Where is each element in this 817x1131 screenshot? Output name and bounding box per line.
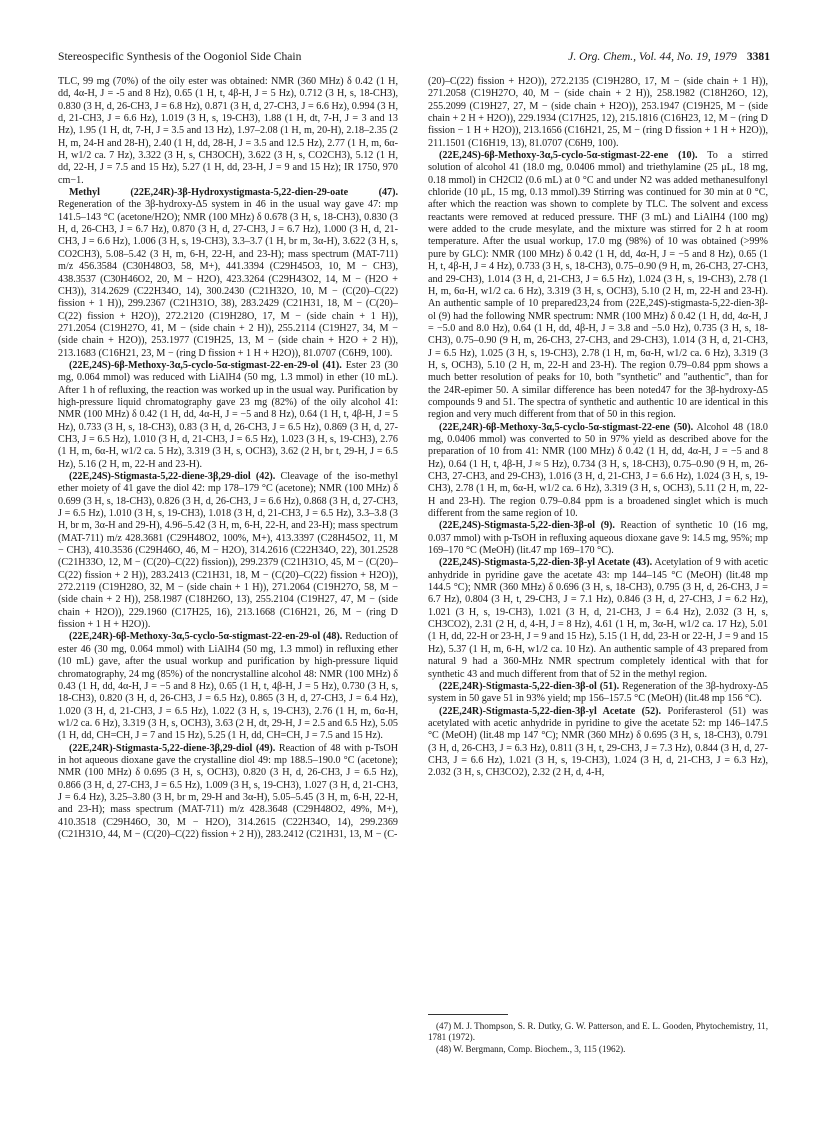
paragraph-text: TLC, 99 mg (70%) of the oily ester was obtained: NMR (360 MHz) δ 0.42 (1 H, dd, 4α-H, J = -5 and 8 Hz), 0.65 (1 H, t, 4β-H, J = 5 Hz), 0.712 (3 H, s, 18-CH3), 0.830 (3 H, d, 26-CH3, J = 6.8 Hz), 0.871 (3 H, d, 27-CH3, J = 6.6 Hz), 0.994 (3 H, d, 21-CH3, J = 6.6 Hz), 1.019 (3 H, s, 19-CH3), 1.88 (1 H, dt, 7-H, J = 3 and 13 Hz), 1.95 (1 H, dt, 7-H, J = 3.5 and 13 Hz), 1.97–2.08 (1 H, m, 20-H), 2.18–2.35 (2 H, m, 24-H and 28-H), 2.40 (1 H, dd, 28-H, J = 3.5 and 12.5 Hz), 2.77 (1 H, m, 6α-H, w1/2 ca. 7 Hz), 3.322 (3 H, s, CH3OCH), 3.622 (3 H, s, CO2CH3), 5.12 (1 H, dd, 22-H, J = 7.5 and 15 Hz), 5.27 (1 H, dd, 23-H, J = 9 and 15 Hz); IR 1750, 970 cm−1.	[58, 76, 398, 186]
paragraph-text: Ester 23 (30 mg, 0.064 mmol) was reduced with LiAlH4 (50 mg, 1.3 mmol) in ether (10 mL). After 1 h of refluxing, the reaction was worked up in the usual way. Purification by high-pressure liquid chromatography gave 23 mg (82%) of the oily alcohol 41: NMR (100 MHz) δ 0.42 (1 H, dd, 4α-H, J = −5 and 8 Hz), 0.64 (1 H, t, 4β-H, J = 5 Hz), 0.733 (3 H, s, 18-CH3), 0.83 (3 H, d, 26-CH3, J = 6.5 Hz), 0.869 (3 H, d, 27-CH3, J = 6.5 Hz), 1.010 (3 H, d, 21-CH3, J = 6.5 Hz), 1.023 (3 H, s, 19-CH3), 2.76 (1 H, m, 6α-H, w1/2 ca. 5 Hz), 3.319 (3 H, s, OCH3), 3.62 (2 H, br t, 29-H, J = 6.5 Hz), 5.16 (2 H, m, 22-H and 23-H).	[58, 359, 398, 470]
paragraph	[58, 187, 398, 360]
footnote-divider	[428, 1014, 508, 1015]
journal-citation	[568, 50, 770, 63]
journal-name: J. Org. Chem., Vol. 44, No. 19, 1979	[568, 50, 737, 63]
paragraph-title: (22E,24S)-Stigmasta-5,22-dien-3β-ol (9).	[439, 520, 615, 532]
paragraph-title: (22E,24S)-Stigmasta-5,22-diene-3β,29-diol (42).	[69, 471, 276, 482]
paragraph-text: Reaction of 48 with p-TsOH in hot aqueous dioxane gave the crystalline diol 49: mp 188.5–190.0 °C (acetone); NMR (100 MHz) δ 0.695 (3 H, s, OCH3), 0.820 (3 H, d, 26-CH3, J = 6.5 Hz), 0.866 (3 H, d, 27-CH3, J = 6.5 Hz), 1.009 (3 H, s, 19-CH3), 1.027 (3 H, d, 21-CH3, J = 6.4 Hz), 3.25–3.80 (3 H, br m, 29-H and 3α-H), 5.05–5.45 (3 H, m, 6-H, 22-H, and 23-H); mass spectrum (MAT-711) m/z 428.3648 (C29H48O2, 49%, M+), 410.3518 (C29H46O, 30, M − H2O), 314.2615 (C22H34O, 14), 299.2369 (C21H31O, 44, M − (C(20)–C(22) fission + 2 H)), 283.2412 (C21H31, 13, M − (C-	[58, 742, 398, 840]
paragraph-text: Regeneration of the 3β-hydroxy-Δ5 system in 46 in the usual way gave 47: mp 141.5–143 °C (acetone/H2O); NMR (100 MHz) δ 0.678 (3 H, s, 18-CH3), 0.830 (3 H, d, 26-CH3, J = 6.7 Hz), 0.870 (3 H, d, 27-CH3, J = 6.7 Hz), 1.000 (3 H, d, 21-CH3, J = 6.6 Hz), 1.006 (3 H, s, 19-CH3), 3.3–3.7 (1 H, br m, 3α-H), 3.622 (3 H, s, CO2CH3), 5.08–5.42 (3 H, m, 6-H, 22-H, and 23-H); mass spectrum (MAT-711) m/z 456.3584 (C30H48O3, 58, M+), 441.3394 (C29H45O3, 10, M − CH3), 438.3537 (C30H46O2, 20, M − H2O), 423.3264 (C29H43O2, 14, M − (H2O + CH3)), 314.2629 (C22H34O, 14), 300.2430 (C21H32O, 10, M − (C(20)–C(22) fission + 1 H)), 299.2367 (C21H31O, 38), 283.2429 (C21H31, 18, M − (C(20)–C(22) fission + H2O)), 272.2120 (C19H28O, 17, M − (side chain + 1 H)), 271.2054 (C19H27O, 41, M − (side chain + 2 H)), 255.2114 (C19H27, 34, M − (side chain + H2O)), 253.1977 (C19H25, 13, M − (side chain + H2O + 2 H)), 213.1683 (C16H21, 23, M − (ring D fission + 1 H + H2O)), 81.0707 (C6H9, 100).	[58, 199, 398, 359]
paragraph	[428, 557, 768, 680]
paragraph-title: (22E,24R)-Stigmasta-5,22-dien-3β-ol (51).	[439, 680, 620, 692]
paragraph	[428, 422, 768, 521]
paragraph	[58, 743, 398, 842]
paragraph-text: Cleavage of the iso-methyl ether moiety of 41 gave the diol 42: mp 178–179 °C (acetone); NMR (100 MHz) δ 0.699 (3 H, s, 18-CH3), 0.826 (3 H, d, 26-CH3, J = 6.6 Hz), 0.868 (3 H, d, 27-CH3, J = 6.5 Hz), 1.010 (3 H, s, 19-CH3), 1.018 (3 H, d, 21-CH3, J = 6.5 Hz), 3.3–3.8 (3 H, br m, 3α-H and 29-H), 4.96–5.42 (3 H, m, 6-H, 22-H, and 23-H); mass spectrum (MAT-711) m/z 428.3681 (C29H48O2, 100%, M+), 413.3397 (C28H45O2, 11, M − CH3), 410.3536 (C29H46O, 46, M − H2O), 314.2616 (C22H34O, 22), 301.2528 (C21H33O, 12, M − (C(20)–C(22) fission)), 299.2379 (C21H31O, 45, M − (C(20)–C(22) fission + 2 H)), 283.2413 (C21H31, 18, M − (C(20)–C(22) fission + H2O)), 272.2119 (C19H28O, 32, M − (side chain + 1 H)), 271.2064 (C19H27O, 58, M − (side chain + 2 H)), 258.1987 (C18H26O, 13), 255.2104 (C19H27, 47, M − (side chain + H2O)), 229.1960 (C17H25, 16), 213.1668 (C16H21, 26, M − (ring D fission + 1 H + H2O)).	[58, 471, 398, 631]
paragraph-title: (22E,24S)-Stigmasta-5,22-dien-3β-yl Acetate (43).	[439, 557, 653, 569]
paragraph	[428, 681, 768, 706]
paragraph-text: Poriferasterol (51) was acetylated with acetic anhydride in pyridine to give the acetate 52: mp 146–147.5 °C (MeOH) (lit.48 mp 147 °C); NMR (360 MHz) δ 0.695 (3 H, s, 18-CH3), 0.791 (3 H, d, 26-CH3, J = 6.3 Hz), 0.811 (3 H, t, 29-CH3, J = 7.3 Hz), 0.844 (3 H, d, 27-CH3, J = 6.6 Hz), 1.021 (3 H, s, 19-CH3), 1.024 (3 H, d, 21-CH3, J = 6.3 Hz), 2.032 (3 H, s, CH3CO2), 2.32 (2 H, d, 4-H,	[428, 705, 768, 779]
paragraph	[428, 76, 768, 150]
page-number: 3381	[746, 50, 770, 63]
running-header	[58, 50, 770, 68]
paragraph	[58, 360, 398, 471]
paragraph-title: (22E,24R)-Stigmasta-5,22-dien-3β-yl Acetate (52).	[439, 705, 662, 717]
paragraph	[428, 706, 768, 780]
running-title: Stereospecific Synthesis of the Oogoniol Side Chain	[58, 50, 302, 63]
paragraph-text: Reduction of ester 46 (30 mg, 0.064 mmol) with LiAlH4 (50 mg, 1.3 mmol) in refluxing ether (10 mL) gave, after the usual workup and purification by high-pressure liquid chromatography, 24 mg (85%) of the noncrystalline alcohol 48: NMR (100 MHz) δ 0.43 (1 H, dd, 4α-H, J = −5 and 8 Hz), 0.65 (1 H, t, 4β-H, J = 5 Hz), 0.730 (3 H, s, 18-CH3), 0.820 (3 H, d, 26-CH3, J = 6.5 Hz), 0.865 (3 H, d, 27-CH3, J = 6.4 Hz), 1.020 (3 H, d, 21-CH3, J = 6.5 Hz), 1.022 (3 H, s, 19-CH3), 2.76 (1 H, m, 6α-H, w1/2 ca. 6 Hz), 3.319 (3 H, s, OCH3), 3.63 (2 H, dt, 29-H, J = 2.5 and 6.5 Hz), 5.05 (1 H, dd, CH=CH, J = 7 and 15 Hz), 5.25 (1 H, dd, CH=CH, J = 7.5 and 15 Hz).	[58, 631, 398, 742]
footnote: (47) M. J. Thompson, S. R. Dutky, G. W. Patterson, and E. L. Gooden, Phytochemistry, 11, 1781 (1972).	[428, 1021, 768, 1042]
paragraph-text: Alcohol 48 (18.0 mg, 0.0406 mmol) was converted to 50 in 97% yield as described above for the preparation of 10 from 41: NMR (100 MHz) δ 0.42 (1 H, dd, 4α-H, J = −5 and 8 Hz), 0.64 (1 H, t, 4β-H, J ≈ 5 Hz), 0.734 (3 H, s, 18-CH3), 0.75–0.90 (9 H, m, 26-CH3, 27-CH3, and 29-CH3), 1.016 (3 H, d, 21-CH3, J = 6.6 Hz), 1.024 (3 H, s, 19-CH3), 2.78 (1 H, m, 6α-H, w1/2 ca. 6 Hz), 3.319 (3 H, s, OCH3), 5.11 (2 H, m, 22-H and 23-H). The region 0.79–0.84 ppm is a broadened singlet which is much different from the same region of 10.	[428, 421, 768, 520]
paragraph-title: (22E,24S)-6β-Methoxy-3α,5-cyclo-5α-stigmast-22-ene (10).	[439, 150, 698, 162]
footnote: (48) W. Bergmann, Comp. Biochem., 3, 115 (1962).	[436, 1044, 626, 1054]
paragraph	[58, 76, 398, 187]
right-column	[428, 76, 768, 1076]
paragraph-text: (20)–C(22) fission + H2O)), 272.2135 (C19H28O, 17, M − (side chain + 1 H)), 271.2058 (C19H27O, 40, M − (side chain + 2 H)), 258.1982 (C18H26O, 12), 255.2099 (C19H27, 27, M − (side chain + H2O)), 253.1947 (C19H25, M − (side chain + 2 H + H2O)), 229.1934 (C17H25, 12), 215.1816 (C16H23, 12, M − (ring D fission − 1 H + H2O)), 213.1656 (C16H21, 25, M − (ring D fission + 1 H + H2O)), 211.1501 (C16H19, 13), 81.0707 (C6H9, 100).	[428, 76, 768, 149]
paragraph-title: (22E,24R)-Stigmasta-5,22-diene-3β,29-diol (49).	[69, 742, 276, 754]
paragraph	[58, 631, 398, 742]
paragraph	[428, 150, 768, 422]
paragraph-text: Acetylation of 9 with acetic anhydride in pyridine gave the acetate 43: mp 144–145 °C (MeOH) (lit.48 mp 144.5 °C); NMR (360 MHz) δ 0.696 (3 H, s, 18-CH3), 0.795 (3 H, d, 26-CH3, J = 6.7 Hz), 0.804 (3 H, t, 29-CH3, J = 7.1 Hz), 0.846 (3 H, d, 27-CH3, J = 6.2 Hz), 1.021 (3 H, s, 19-CH3), 1.021 (3 H, d, 21-CH3, J = 6.4 Hz), 2.032 (3 H, s, CH3CO2), 2.31 (2 H, d, 4-H, J = 8 Hz), 4.61 (1 H, m, 3α-H, w1/2 ca. 17 Hz), 5.01 (1 H, dd, 22-H or 23-H, J = 9 and 15 Hz), 5.15 (1 H, dd, 23-H or 22-H, J = 9 and 15 Hz), 5.37 (1 H, m, 6-H, w1/2 ca. 10 Hz). An authentic sample of 43 prepared from natural 9 had a 360-MHz NMR spectrum completely identical with that for synthetic 43 and much different from that of 52 in the methyl region.	[428, 557, 768, 680]
paragraph-text: Reaction of synthetic 10 (16 mg, 0.037 mmol) with p-TsOH in refluxing aqueous dioxane gave 9: 14.5 mg, 95%; mp 169–170 °C (MeOH) (lit.47 mp 169–170 °C).	[428, 520, 768, 557]
paragraph-title: (22E,24S)-6β-Methoxy-3α,5-cyclo-5α-stigmast-22-en-29-ol (41).	[69, 359, 342, 371]
paragraph-title: (22E,24R)-6β-Methoxy-3α,5-cyclo-5α-stigmast-22-en-29-ol (48).	[69, 631, 343, 643]
paragraph	[428, 520, 768, 557]
paragraph	[58, 471, 398, 631]
paragraph-text: Regeneration of the 3β-hydroxy-Δ5 system in 50 gave 51 in 93% yield; mp 156–157.5 °C (MeOH) (lit.48 mp 156 °C).	[428, 680, 768, 705]
paragraph-text: To a stirred solution of alcohol 41 (18.0 mg, 0.0406 mmol) and triethylamine (25 μL, 18 mg, 0.18 mmol) in CH2Cl2 (0.6 mL) at 0 °C and under N2 was added methanesulfonyl chloride (10 μL, 15 mg, 0.13 mmol).39 Stirring was continued for 30 min at 0 °C, after which the reaction was shown to complete by TLC. The solvent and excess reactants were removed at reduced pressure. THF (3 mL) and LiAlH4 (100 mg) were added to the crude mesylate, and the mixture was stirred for 2 h at room temperature. After the usual workup, 17.0 mg (98%) of 10 was obtained (>99% pure by GLC): NMR (100 MHz) δ 0.42 (1 H, dd, 4α-H, J = −5 and 8 Hz), 0.65 (1 H, t, 4β-H, J = 4 Hz), 0.733 (3 H, s, 18-CH3), 0.75–0.90 (9 H, m, 26-CH3, 27-CH3, and 29-CH3), 1.014 (3 H, d, 21-CH3, J = 6.5 Hz), 1.024 (3 H, s, 19-CH3), 2.78 (1 H, m, 6α-H, w1/2 ca. 6 Hz), 3.319 (3 H, s, OCH3), 5.10 (2 H, m, 22-H and 23-H). An authentic sample of 10 prepared23,24 from (22E,24S)-stigmasta-5,22-dien-3β-ol (9) had the following NMR spectrum: NMR (100 MHz) δ 0.42 (1 H, dd, 4α-H, J = −5.0 and 8.0 Hz), 0.64 (1 H, dd, 4β-H, J = 3.8 and −5.0 Hz), 0.735 (3 H, s, 18-CH3), 0.75–0.90 (9 H, m, 26-CH3, 27-CH3, and 29-CH3), 1.014 (3 H, d, 21-CH3, J = 6.5 Hz), 1.025 (3 H, s, 19-CH3), 2.78 (1 H, m, 6α-H, w1/2 ca. 6 Hz), 3.319 (3 H, s, OCH3), 5.10 (2 H, m, 22-H and 23-H). The region 0.79–0.84 ppm shows a much better resolution of peaks for 10, both "synthetic" and "authentic", than for the 24R-epimer 50. A similar difference has been noted47 for the 3β-hydroxy-Δ5 compounds 9 and 51. The spectra of synthetic and authentic 10 are identical in this region and very much different from that of 50 in this region.	[428, 150, 768, 421]
paragraph-title: (22E,24R)-6β-Methoxy-3α,5-cyclo-5α-stigmast-22-ene (50).	[439, 421, 694, 433]
left-column	[58, 76, 398, 1076]
footnotes	[428, 1014, 768, 1056]
paragraph-title: Methyl (22E,24R)-3β-Hydroxystigmasta-5,22-dien-29-oate (47).	[69, 187, 398, 199]
